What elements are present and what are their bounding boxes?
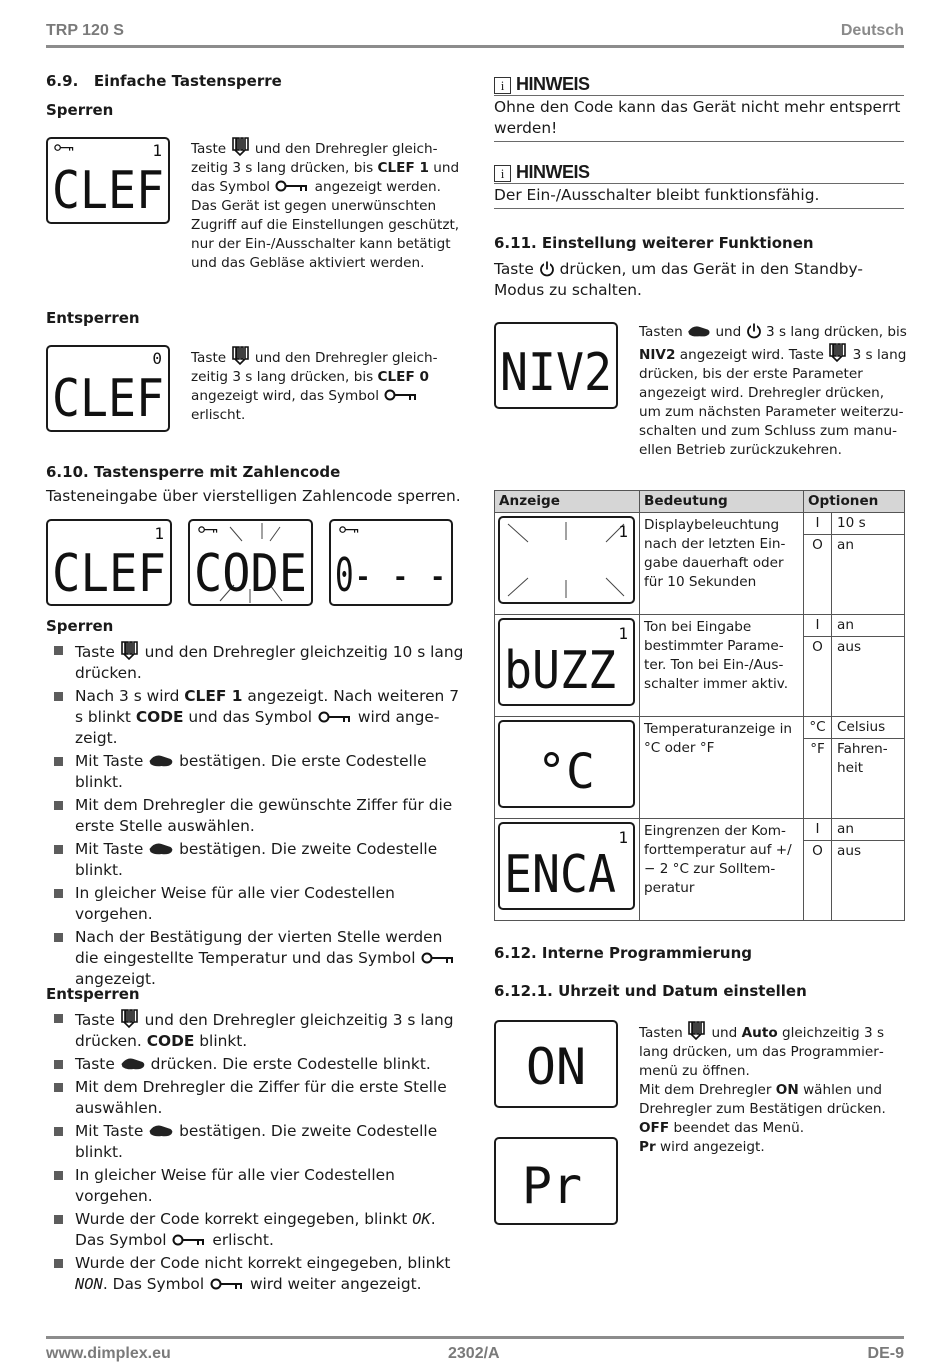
section-intro: Tasteneingabe über vierstelligen Zahlencode sperren. bbox=[46, 487, 461, 505]
list-item bbox=[46, 1008, 466, 1052]
header-model: TRP 120 S bbox=[46, 22, 124, 39]
hinweis-title: HINWEIS bbox=[516, 162, 590, 182]
lcd-segments bbox=[496, 1139, 616, 1223]
lcd-segments bbox=[500, 620, 633, 704]
lcd-display-on bbox=[494, 1020, 618, 1108]
lcd-main-text: °C bbox=[537, 744, 595, 800]
text: Pr bbox=[639, 1139, 656, 1155]
lcd-main-text: CLEF bbox=[52, 161, 164, 221]
text: kann betätigt und das Gebläse aktiviert bbox=[191, 236, 451, 271]
subheading-entsperren: Entsperren bbox=[46, 309, 140, 327]
lcd-display-pr bbox=[494, 1137, 618, 1225]
key-icon bbox=[199, 527, 217, 533]
option-value: Celsius bbox=[832, 717, 905, 739]
header-language: Deutsch bbox=[840, 22, 904, 39]
subheading-sperren: Sperren bbox=[46, 617, 114, 635]
list-item bbox=[46, 1077, 466, 1119]
text: wird angezeigt. bbox=[660, 1139, 765, 1155]
text: angezeigt. bbox=[75, 970, 156, 988]
lcd-display-buzz bbox=[498, 618, 635, 706]
text: Taste bbox=[75, 1055, 115, 1073]
lcd-segments bbox=[48, 521, 170, 604]
key-icon bbox=[340, 527, 358, 533]
lcd-display-code bbox=[188, 519, 313, 606]
lcd-display-celsius bbox=[498, 720, 635, 808]
text: angezeigt wird, das Symbol bbox=[191, 388, 380, 404]
list-item bbox=[46, 883, 466, 925]
parameter-table bbox=[494, 490, 905, 921]
table-row bbox=[495, 717, 905, 739]
lcd-segments bbox=[500, 518, 633, 602]
text: CLEF 1 bbox=[377, 160, 429, 176]
lcd-segments bbox=[48, 347, 168, 430]
lcd-display-clef-0 bbox=[46, 345, 170, 432]
hinweis-text: Ohne den Code kann das Gerät nicht mehr entsperrt werden! bbox=[494, 96, 904, 142]
lcd-digit: 1 bbox=[618, 624, 628, 643]
text: bestätigen. Die zweite Codestelle blinkt. bbox=[75, 1122, 438, 1161]
text: und das Symbol bbox=[188, 708, 313, 726]
hand-icon bbox=[231, 136, 251, 156]
text: CODE bbox=[135, 708, 184, 726]
text: zeitig 3 s lang drücken, bis bbox=[191, 160, 374, 176]
text: und bbox=[715, 324, 742, 340]
lcd-cell bbox=[495, 513, 640, 615]
text: Das Gerät ist gegen unerwünschten bbox=[191, 198, 437, 214]
lcd-main-text: CLEF bbox=[52, 369, 164, 429]
confirm-icon bbox=[148, 753, 174, 769]
text: drücken. Die erste Codestelle blinkt. bbox=[150, 1055, 431, 1073]
sperren-steps-list bbox=[46, 640, 466, 992]
text: blinkt. bbox=[199, 1032, 248, 1050]
lcd-segments bbox=[500, 824, 633, 908]
text: ON bbox=[775, 1082, 799, 1098]
footer-page-number: DE-9 bbox=[867, 1345, 904, 1362]
option-symbol: I bbox=[804, 819, 832, 841]
lcd-display-niv2 bbox=[494, 322, 618, 409]
footer-version: 2302/A bbox=[448, 1345, 500, 1362]
info-icon: i bbox=[494, 165, 511, 182]
text: Wurde der Code nicht korrekt eingegeben, blinkt bbox=[75, 1254, 451, 1272]
text: angezeigt wird. Taste bbox=[679, 347, 824, 363]
text: CLEF 0 bbox=[377, 369, 429, 385]
text: wird weiter angezeigt. bbox=[249, 1275, 422, 1293]
text: 3 s lang drücken, bbox=[765, 324, 884, 340]
lcd-segments bbox=[496, 1022, 616, 1106]
text: wählen und Drehregler zum Bestätigen drücken. bbox=[639, 1082, 886, 1117]
blink-rays bbox=[508, 522, 624, 598]
lcd-display-code-entry bbox=[329, 519, 453, 606]
text: Taste bbox=[494, 260, 534, 278]
option-value: aus bbox=[832, 841, 905, 921]
column-header: Anzeige bbox=[495, 491, 640, 513]
text: Mit Taste bbox=[75, 840, 144, 858]
text: In gleicher Weise für alle vier Codestellen vorgehen. bbox=[75, 1166, 395, 1205]
text: angezeigt werden. bbox=[314, 179, 441, 195]
text: . Das Symbol bbox=[75, 1210, 436, 1249]
text: gleichzeitig 3 s lang drücken, um das Programmiermenü zu öffnen. bbox=[639, 1025, 885, 1079]
option-value: an bbox=[832, 615, 905, 637]
bedeutung-cell: Displaybeleuchtung nach der letzten Eingabe dauerhaft oder für 10 Sekunden bbox=[640, 513, 804, 615]
footer-website: www.dimplex.eu bbox=[46, 1345, 171, 1362]
confirm-icon bbox=[120, 1056, 146, 1072]
confirm-icon bbox=[148, 1123, 174, 1139]
list-item bbox=[46, 1054, 466, 1075]
option-symbol: O bbox=[804, 841, 832, 921]
text: Taste bbox=[75, 1011, 115, 1029]
lcd-inline-text: NON bbox=[75, 1275, 103, 1293]
option-symbol: °F bbox=[804, 739, 832, 819]
lcd-main-text: NIV2 bbox=[500, 343, 612, 403]
key-icon bbox=[274, 180, 310, 194]
text: und bbox=[711, 1025, 738, 1041]
option-value: an bbox=[832, 819, 905, 841]
text: und den Drehregler gleich- bbox=[254, 141, 438, 157]
subsection-title: 6.12.1. Uhrzeit und Datum einstellen bbox=[494, 982, 807, 1000]
text: erlischt. bbox=[191, 407, 246, 423]
text: Wurde der Code korrekt eingegeben, blinkt bbox=[75, 1210, 408, 1228]
list-item bbox=[46, 686, 466, 749]
text: Auto bbox=[741, 1025, 778, 1041]
section-intro bbox=[494, 259, 904, 301]
hinweis-box bbox=[494, 74, 904, 142]
lcd-segments bbox=[190, 521, 311, 604]
hand-icon bbox=[687, 1020, 707, 1040]
text: NIV2 bbox=[639, 347, 676, 363]
subheading-sperren: Sperren bbox=[46, 101, 114, 119]
text: werden. bbox=[369, 255, 425, 271]
niv2-description bbox=[639, 322, 907, 460]
option-symbol: O bbox=[804, 637, 832, 717]
hinweis-box bbox=[494, 162, 904, 209]
lcd-cell bbox=[495, 615, 640, 717]
text: Mit dem Drehregler die gewünschte Ziffer für die erste Stelle auswählen. bbox=[75, 796, 453, 835]
table-row bbox=[495, 513, 905, 535]
text: bestätigen. Die erste Codestelle blinkt. bbox=[75, 752, 427, 791]
lcd-segments bbox=[500, 722, 633, 806]
confirm-icon bbox=[148, 841, 174, 857]
section-title: 6.11. Einstellung weiterer Funktionen bbox=[494, 234, 814, 252]
option-symbol: O bbox=[804, 535, 832, 615]
section-title: 6.12. Interne Programmierung bbox=[494, 944, 753, 962]
list-item bbox=[46, 640, 466, 684]
list-item bbox=[46, 795, 466, 837]
text: drücken, um das Gerät in den Standby-Modus zu schalten. bbox=[494, 260, 863, 299]
lcd-main-text: CODE bbox=[194, 544, 307, 604]
text: CODE bbox=[146, 1032, 195, 1050]
text: und den Drehregler gleich- bbox=[254, 350, 438, 366]
option-symbol: °C bbox=[804, 717, 832, 739]
bedeutung-cell: Ton bei Eingabe bestimmter Parameter. Ton bei Ein-/Ausschalter immer aktiv. bbox=[640, 615, 804, 717]
text: Tasten bbox=[639, 1025, 683, 1041]
option-value: Fahrenheit bbox=[832, 739, 905, 819]
hand-icon bbox=[828, 342, 848, 362]
text: Nach 3 s wird bbox=[75, 687, 180, 705]
list-item bbox=[46, 839, 466, 881]
bedeutung-cell: Eingrenzen der Komforttemperatur auf +/− 2 °C zur Solltemperatur bbox=[640, 819, 804, 921]
text: Mit dem Drehregler die Ziffer für die erste Stelle auswählen. bbox=[75, 1078, 447, 1117]
lcd-digit: 0 bbox=[152, 349, 162, 368]
text: wird angezeigt. bbox=[75, 708, 440, 747]
text: zeitig 3 s lang drücken, bis bbox=[191, 369, 374, 385]
hinweis-title: HINWEIS bbox=[516, 74, 590, 94]
hand-icon bbox=[120, 640, 140, 660]
entsperren-steps-list bbox=[46, 1008, 466, 1297]
key-icon bbox=[209, 1278, 245, 1292]
list-item bbox=[46, 1209, 466, 1251]
text: CLEF 1 bbox=[184, 687, 243, 705]
section-title: 6.10. Tastensperre mit Zahlencode bbox=[46, 463, 341, 481]
key-icon bbox=[420, 952, 456, 966]
list-item bbox=[46, 1121, 466, 1163]
entsperren-description bbox=[191, 345, 461, 425]
lcd-main-text: CLEF bbox=[52, 544, 166, 604]
lcd-digit: 1 bbox=[152, 141, 162, 160]
option-value: an bbox=[832, 535, 905, 615]
text: und bbox=[433, 160, 460, 176]
column-header: Optionen bbox=[804, 491, 905, 513]
text: OFF bbox=[639, 1120, 670, 1136]
text: Nach der Bestätigung der vierten Stelle werden die eingestellte Temperatur und das Symbol bbox=[75, 928, 443, 967]
lcd-main-text: 0- - - bbox=[335, 548, 447, 602]
lcd-segments bbox=[48, 139, 168, 222]
lcd-digit: 1 bbox=[618, 828, 628, 847]
page-footer bbox=[46, 1336, 904, 1366]
text: Tasten bbox=[639, 324, 683, 340]
lcd-display-backlight bbox=[498, 516, 635, 604]
lcd-cell bbox=[495, 819, 640, 921]
power-icon bbox=[539, 260, 555, 277]
lcd-segments bbox=[331, 521, 451, 604]
lcd-main-text: Pr bbox=[521, 1157, 583, 1215]
text: 3 s bbox=[852, 347, 873, 363]
lcd-cell bbox=[495, 717, 640, 819]
text: Taste bbox=[75, 643, 115, 661]
lcd-display-enca bbox=[498, 822, 635, 910]
option-value: aus bbox=[832, 637, 905, 717]
hand-icon bbox=[120, 1008, 140, 1028]
lcd-display-clef-1 bbox=[46, 519, 172, 606]
lcd-main-text: ON bbox=[525, 1038, 587, 1096]
text: bis bbox=[887, 324, 907, 340]
confirm-icon bbox=[687, 324, 711, 339]
table-row bbox=[495, 615, 905, 637]
lcd-digit: 1 bbox=[154, 524, 164, 543]
lcd-main-text: ENCA bbox=[504, 845, 616, 905]
power-icon bbox=[746, 322, 762, 339]
text: Taste bbox=[191, 141, 227, 157]
list-item bbox=[46, 1253, 466, 1295]
hinweis-text: Der Ein-/Ausschalter bleibt funktionsfähig. bbox=[494, 184, 904, 209]
text: das Symbol bbox=[191, 179, 271, 195]
text: erlischt. bbox=[212, 1231, 274, 1249]
text: bestätigen. Die zweite Codestelle blinkt. bbox=[75, 840, 438, 879]
text: geschützt, nur der Ein-/Ausschalter bbox=[191, 217, 460, 252]
text: Mit Taste bbox=[75, 1122, 144, 1140]
text: Mit Taste bbox=[75, 752, 144, 770]
lcd-segments bbox=[496, 324, 616, 407]
text: und den Drehregler gleichzeitig 10 s lang drücken. bbox=[75, 643, 464, 682]
table-row bbox=[495, 819, 905, 841]
text: Taste bbox=[191, 350, 227, 366]
list-item bbox=[46, 1165, 466, 1207]
text: beendet das Menü. bbox=[673, 1120, 805, 1136]
list-item bbox=[46, 751, 466, 793]
subheading-entsperren: Entsperren bbox=[46, 985, 140, 1003]
lcd-digit: 1 bbox=[618, 522, 628, 541]
programmierung-description bbox=[639, 1020, 907, 1157]
lcd-display-clef-1 bbox=[46, 137, 170, 224]
text: In gleicher Weise für alle vier Codestellen vorgehen. bbox=[75, 884, 395, 923]
bedeutung-cell: Temperaturanzeige in °C oder °F bbox=[640, 717, 804, 819]
lcd-inline-text: OK bbox=[412, 1210, 431, 1228]
info-icon: i bbox=[494, 77, 511, 94]
text: Mit dem Drehregler bbox=[639, 1082, 772, 1098]
lcd-main-text: bUZZ bbox=[504, 641, 616, 701]
key-icon bbox=[171, 1234, 207, 1248]
sperren-description bbox=[191, 136, 461, 273]
table-header-row bbox=[495, 491, 905, 513]
section-title: 6.9. Einfache Tastensperre bbox=[46, 72, 282, 90]
text: angezeigt. Nach weiteren 7 s blinkt bbox=[75, 687, 459, 726]
text: und den Drehregler gleichzeitig 3 s lang drücken. bbox=[75, 1011, 454, 1050]
key-icon bbox=[317, 711, 353, 725]
key-icon bbox=[55, 145, 73, 151]
key-icon bbox=[383, 389, 419, 403]
hand-icon bbox=[231, 345, 251, 365]
page-header bbox=[46, 20, 904, 48]
text: . Das Symbol bbox=[102, 1275, 205, 1293]
option-value: 10 s bbox=[832, 513, 905, 535]
option-symbol: I bbox=[804, 615, 832, 637]
text: Zugriff auf die Einstellungen bbox=[191, 217, 384, 233]
column-header: Bedeutung bbox=[640, 491, 804, 513]
list-item bbox=[46, 927, 466, 990]
text: lang drücken, bis der erste Parameter angezeigt wird. Drehregler drücken, um zum nächsten Parameter weiterzuschalten und zum Schluss zum manuellen Betrieb zurückzukehren. bbox=[639, 347, 907, 458]
option-symbol: I bbox=[804, 513, 832, 535]
